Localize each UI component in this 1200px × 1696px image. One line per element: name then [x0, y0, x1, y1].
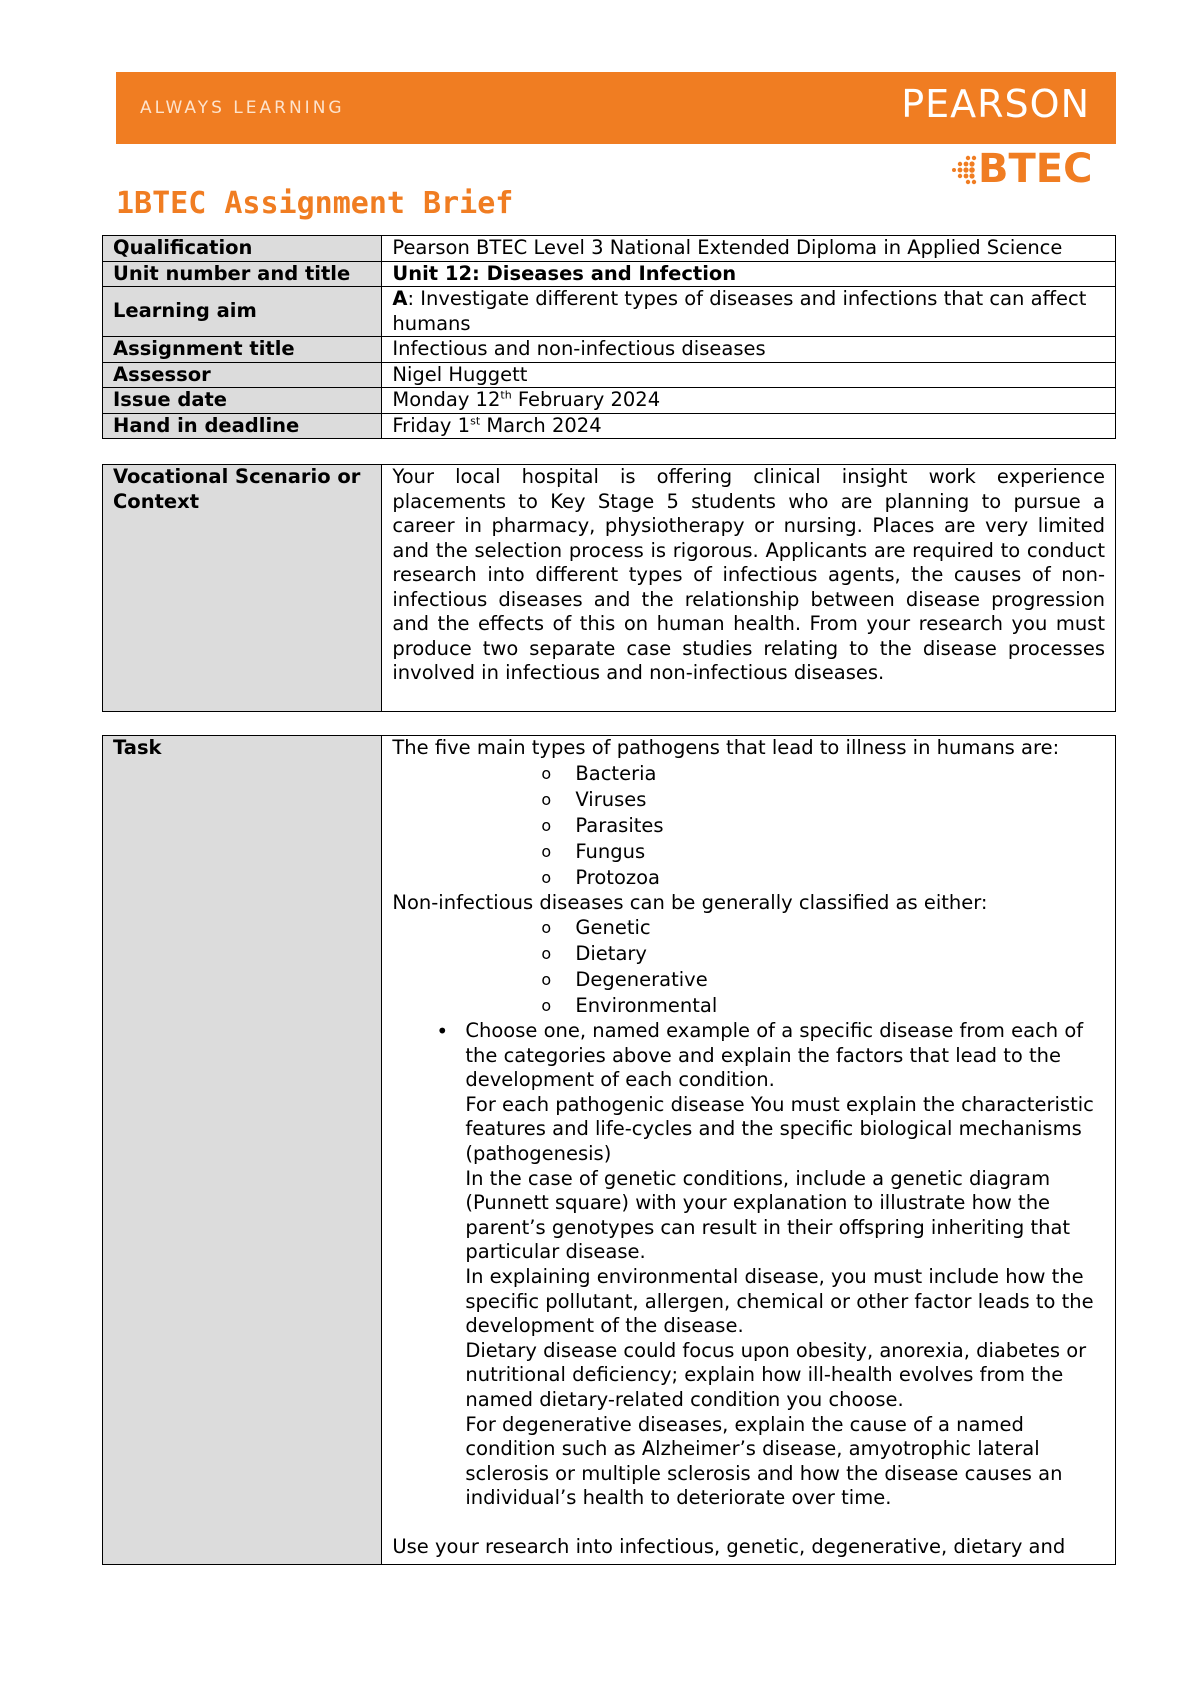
header-banner: [116, 72, 1116, 144]
learning-aim-prefix: A: [392, 287, 408, 310]
issue-date-label: Issue date: [103, 388, 382, 414]
assessor-value: Nigel Huggett: [382, 362, 1116, 388]
deadline-day: Friday 1: [392, 413, 471, 437]
deadline-suffix: st: [470, 414, 481, 427]
list-item: o Degenerative: [541, 967, 1105, 993]
task-bullet: • Choose one, named example of a specific disease from each of the categories above and explain the factors that lead to the development of each condition.: [432, 1019, 1105, 1093]
task-paragraph: For each pathogenic disease You must explain the characteristic features and life-cycles and the specific biological mechanisms (pathogenesis): [465, 1092, 1094, 1165]
dots-icon: [946, 154, 980, 188]
scenario-table: [102, 464, 1116, 712]
task-paragraph: In the case of genetic conditions, include a genetic diagram (Punnett square) with your explanation to illustrate how the parent’s genotypes can result in their offspring inheriting that particular disease.: [465, 1166, 1071, 1264]
unit-value: Unit 12: Diseases and Infection: [382, 261, 1116, 287]
assignment-title-value: Infectious and non-infectious diseases: [382, 337, 1116, 363]
list-item: o Environmental: [541, 993, 1105, 1019]
assignment-info-table: [102, 235, 1116, 439]
task-content: [382, 736, 1116, 1565]
unit-label: Unit number and title: [103, 261, 382, 287]
page-title: 1BTEC Assignment Brief: [116, 186, 514, 221]
list-item: o Dietary: [541, 941, 1105, 967]
learning-aim-text: : Investigate different types of diseases and infections that can affect humans: [392, 287, 1087, 335]
list-item: o Protozoa: [541, 865, 1105, 891]
issue-date-day: Monday 12: [392, 388, 501, 411]
issue-date-suffix: th: [500, 388, 512, 402]
task-paragraph: Dietary disease could focus upon obesity, anorexia, diabetes or nutritional deficiency; explain how ill-health evolves from the named dietary-related condition you choose.: [465, 1338, 1087, 1411]
assessor-label: Assessor: [103, 362, 382, 388]
tagline: ALWAYS LEARNING: [140, 98, 345, 118]
task-intro: The five main types of pathogens that lead to illness in humans are:: [392, 736, 1060, 759]
pathogen-list: [392, 761, 1105, 891]
btec-wordmark: BTEC: [978, 146, 1093, 192]
issue-date-month: February 2024: [511, 388, 661, 411]
qualification-label: Qualification: [103, 236, 382, 262]
spacer: [392, 1511, 1105, 1535]
pearson-logo: PEARSON: [901, 82, 1090, 126]
task-paragraph: For degenerative diseases, explain the cause of a named condition such as Alzheimer’s disease, amyotrophic lateral sclerosis or multiple sclerosis and how the disease causes an individual’s health to deteriorate over time.: [465, 1412, 1063, 1510]
task-bullet-list: [392, 1019, 1105, 1093]
category-list: [392, 915, 1105, 1019]
assignment-title-label: Assignment title: [103, 337, 382, 363]
list-item: o Bacteria: [541, 761, 1105, 787]
scenario-label: Vocational Scenario or Context: [103, 465, 382, 712]
btec-logo: [946, 146, 1096, 194]
list-item: o Fungus: [541, 839, 1105, 865]
deadline-value: [382, 413, 1116, 439]
task-paragraph: In explaining environmental disease, you must include how the specific pollutant, allergen, chemical or other factor leads to the development of the disease.: [465, 1264, 1094, 1338]
list-item: o Genetic: [541, 915, 1105, 941]
list-item: o Parasites: [541, 813, 1105, 839]
qualification-value: Pearson BTEC Level 3 National Extended Diploma in Applied Science: [382, 236, 1116, 262]
deadline-label: Hand in deadline: [103, 413, 382, 439]
task-table: [102, 735, 1116, 1565]
scenario-text: Your local hospital is offering clinical insight work experience placements to Key Stage 5 students who are planning to pursue a career in pharmacy, physiotherapy or nursing. Places are very limited and the selection process is rigorous. Applicants are required to conduct research into different types of infectious agents, the causes of non-infectious diseases and the relationship between disease progression and the effects of this on human health. From your research you must produce two separate case studies relating to the disease processes involved in infectious and non-infectious diseases.: [382, 465, 1116, 712]
learning-aim-label: Learning aim: [103, 287, 382, 337]
non-infectious-intro: Non-infectious diseases can be generally classified as either:: [392, 890, 988, 914]
list-item: o Viruses: [541, 787, 1105, 813]
task-label: Task: [103, 736, 382, 1565]
issue-date-value: [382, 388, 1116, 414]
deadline-month: March 2024: [480, 413, 602, 437]
learning-aim-value: [382, 287, 1116, 337]
task-closing: Use your research into infectious, genetic, degenerative, dietary and: [392, 1534, 1066, 1558]
